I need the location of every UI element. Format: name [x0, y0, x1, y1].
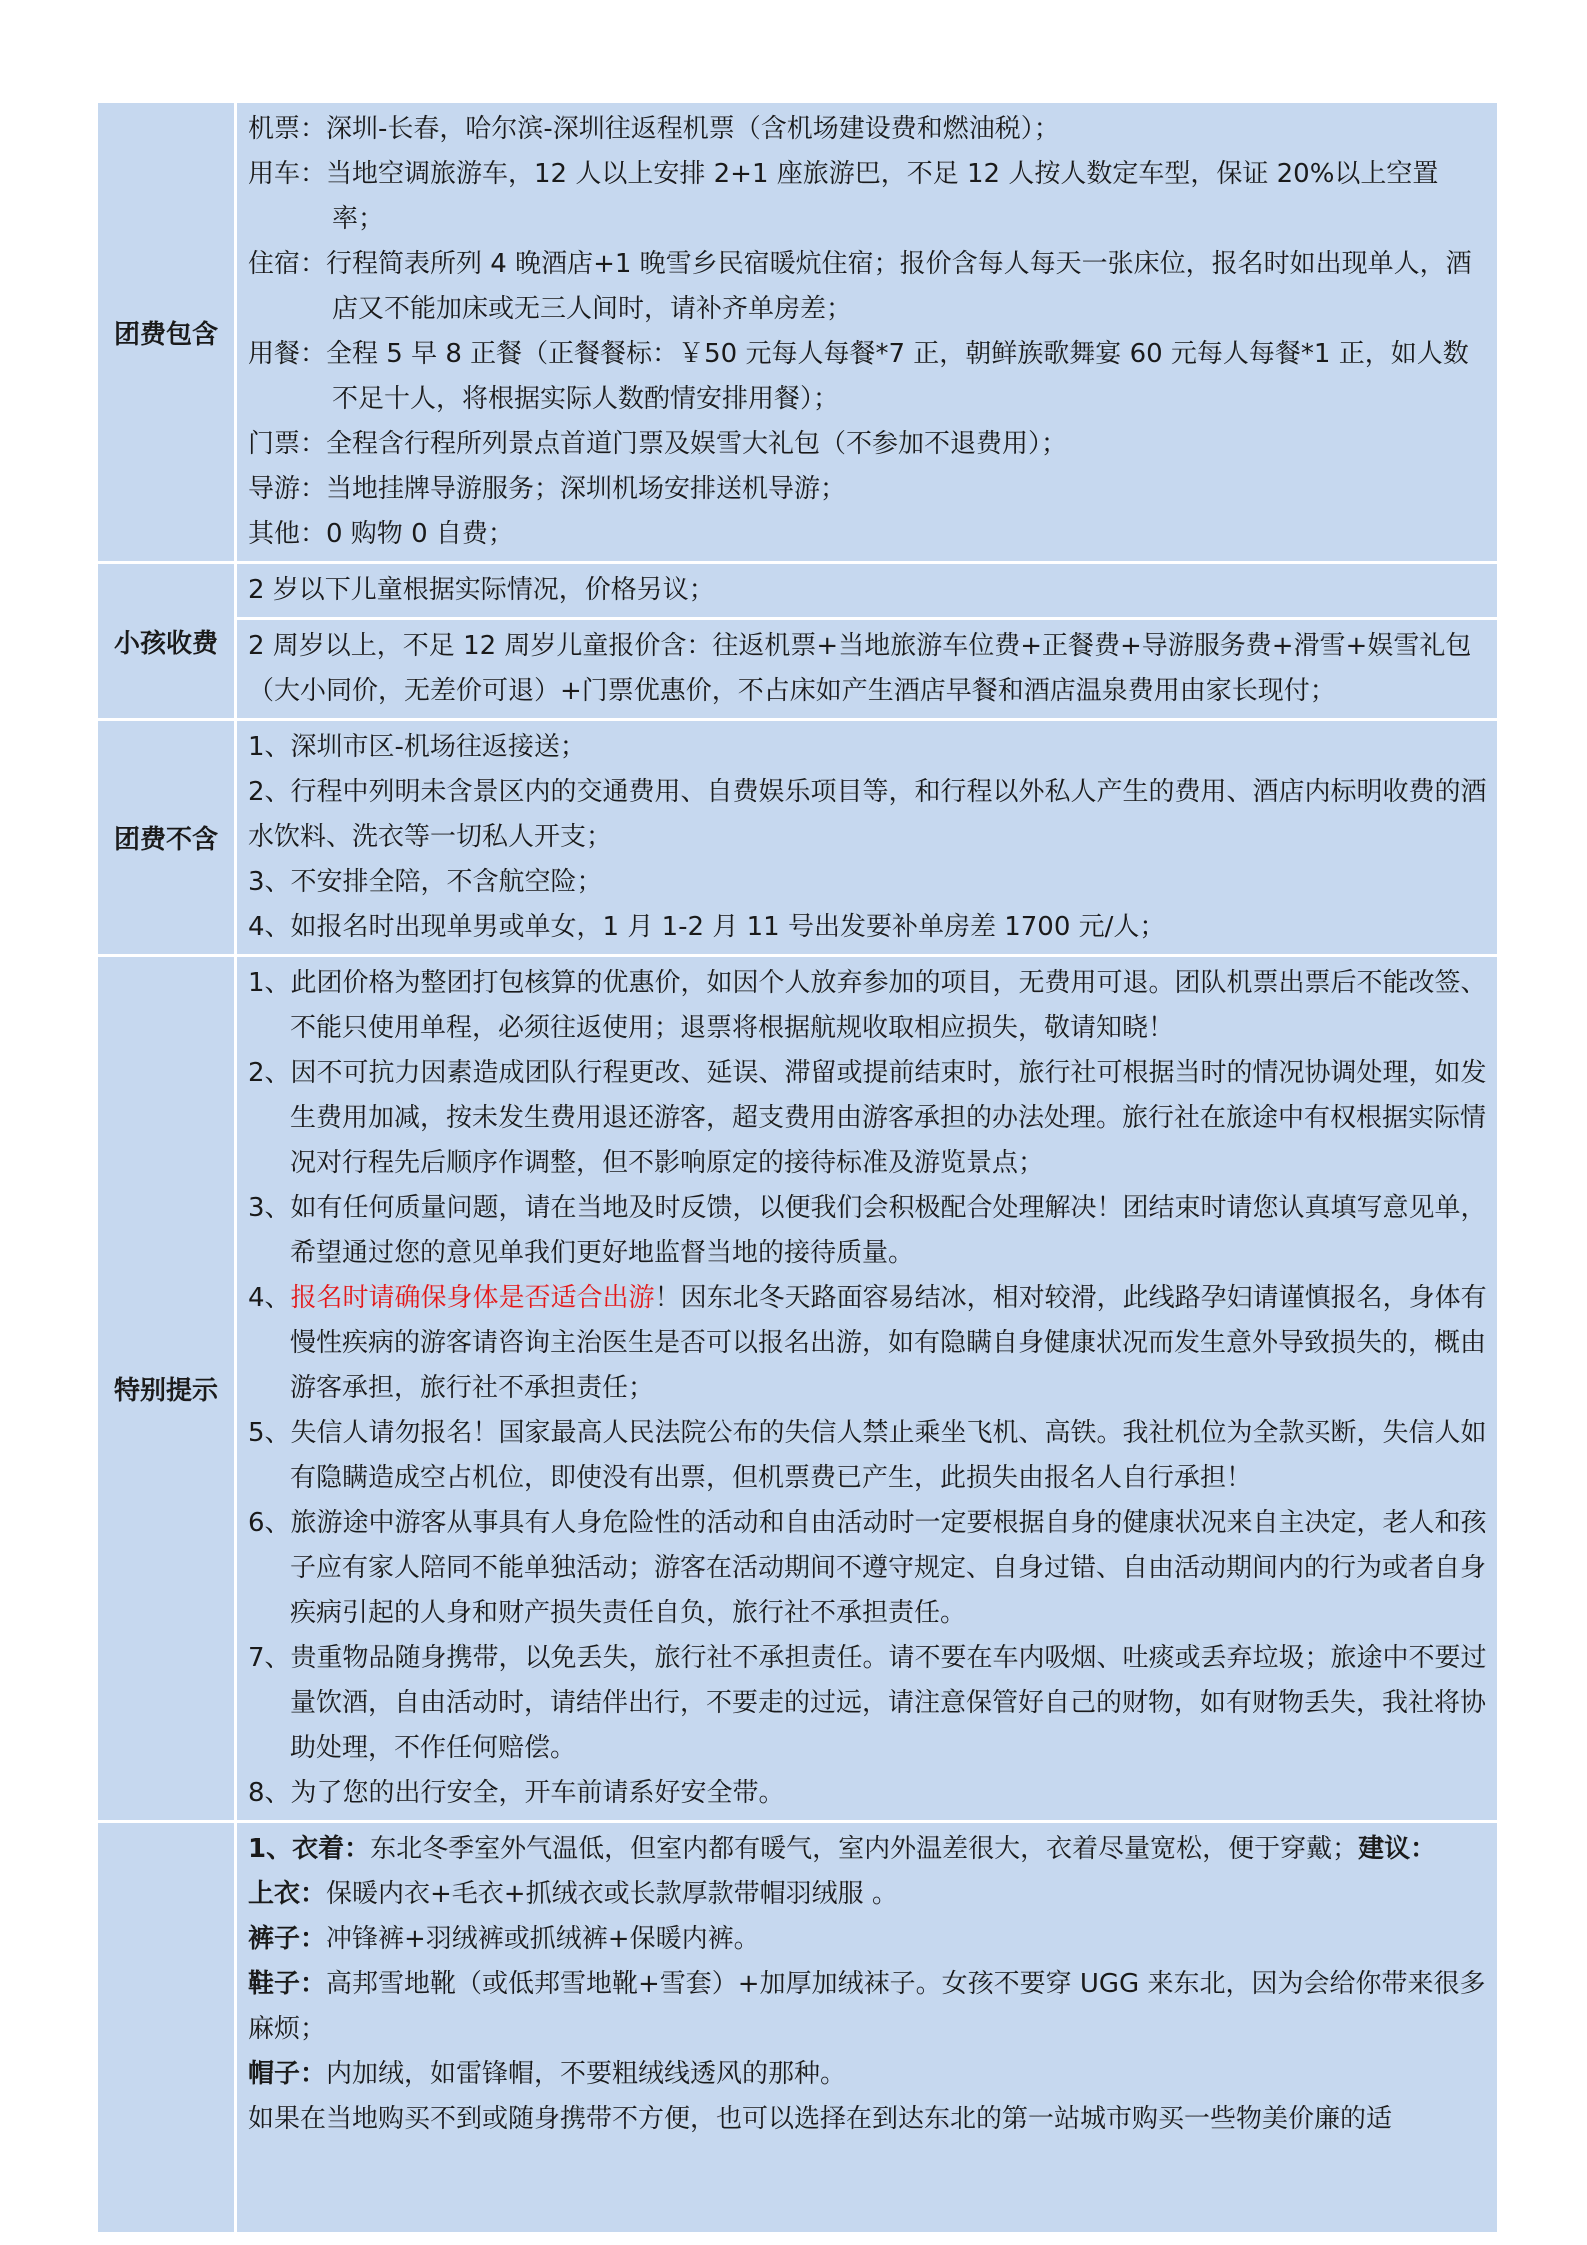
- clothing-shoes-label: 鞋子：: [248, 1969, 327, 1999]
- excluded-item-3: 3、不安排全陪，不含航空险；: [248, 867, 603, 897]
- clothing-advice-label: 建议：: [1358, 1834, 1437, 1864]
- notice-item-4-warning: 报名时请确保身体是否适合出游: [290, 1283, 655, 1313]
- notice-item-6: 6、旅游途中游客从事具有人身危险性的活动和自由活动时一定要根据自身的健康状况来自主决定，老人和孩子应有家人陪同不能单独活动；游客在活动期间不遵守规定、自身过错、自由活动期间内的行为或者自身疾病引起的人身和财产损失责任自负，旅行社不承担责任。: [248, 1508, 1487, 1628]
- excluded-content: [236, 720, 1499, 956]
- notice-item-1: 1、此团价格为整团打包核算的优惠价，如因个人放弃参加的项目，无费用可退。团队机票出票后不能改签、不能只使用单程，必须往返使用；退票将根据航规收取相应损失，敬请知晓！: [248, 968, 1487, 1043]
- clothing-row: [97, 1822, 1499, 2234]
- clothing-intro-label: 1、衣着：: [248, 1834, 371, 1864]
- included-row: [97, 102, 1499, 563]
- notice-item-4: [248, 1276, 1487, 1411]
- notice-item-5: 5、失信人请勿报名！国家最高人民法院公布的失信人禁止乘坐飞机、高铁。我社机位为全款买断，失信人如有隐瞒造成空占机位，即使没有出票，但机票费已产生，此损失由报名人自行承担！: [248, 1418, 1487, 1493]
- excluded-row: [97, 720, 1499, 956]
- notice-item-7: 7、贵重物品随身携带，以免丢失，旅行社不承担责任。请不要在车内吸烟、吐痰或丢弃垃圾；旅途中不要过量饮酒，自由活动时，请结伴出行，不要走的过远，请注意保管好自己的财物，如有财物丢失，我社将协助处理，不作任何赔偿。: [248, 1643, 1487, 1763]
- included-guide: 导游：当地挂牌导游服务；深圳机场安排送机导游；: [248, 474, 847, 504]
- clothing-intro: [248, 1827, 1487, 1872]
- child-row-1: [97, 563, 1499, 619]
- included-header: 团费包含: [97, 102, 236, 563]
- excluded-header: 团费不含: [97, 720, 236, 956]
- included-airfare: 机票：深圳-长春，哈尔滨-深圳往返程机票（含机场建设费和燃油税）；: [248, 114, 1060, 144]
- excluded-item-2: 2、行程中列明未含景区内的交通费用、自费娱乐项目等，和行程以外私人产生的费用、酒店内标明收费的酒水饮料、洗衣等一切私人开支；: [248, 777, 1487, 852]
- notice-content: [236, 956, 1499, 1822]
- notice-item-8: 8、为了您的出行安全，开车前请系好安全带。: [248, 1778, 785, 1808]
- notice-header: 特别提示: [97, 956, 236, 1822]
- included-tickets: 门票：全程含行程所列景点首道门票及娱雪大礼包（不参加不退费用）；: [248, 429, 1068, 459]
- child-header: 小孩收费: [97, 563, 236, 720]
- clothing-intro-text: 东北冬季室外气温低，但室内都有暖气，室内外温差很大，衣着尽量宽松，便于穿戴；: [370, 1834, 1359, 1864]
- clothing-hat-text: 内加绒，如雷锋帽，不要粗绒线透风的那种。: [326, 2059, 847, 2089]
- clothing-pants-label: 裤子：: [248, 1924, 327, 1954]
- tour-info-table: [95, 100, 1500, 2235]
- clothing-last-line: 如果在当地购买不到或随身携带不方便，也可以选择在到达东北的第一站城市购买一些物美价廉的适: [248, 2104, 1393, 2134]
- notice-item-4-number: 4、: [248, 1283, 291, 1313]
- notice-row: [97, 956, 1499, 1822]
- child-2-to-12-text: 2 周岁以上，不足 12 周岁儿童报价含：往返机票+当地旅游车位费+正餐费+导游服务费+滑雪+娱雪礼包（大小同价，无差价可退）+门票优惠价，不占床如产生酒店早餐和酒店温泉费用由家长现付；: [248, 631, 1472, 706]
- included-content: [236, 102, 1499, 563]
- included-meals: 用餐：全程 5 早 8 正餐（正餐餐标：￥50 元每人每餐*7 正，朝鲜族歌舞宴 60 元每人每餐*1 正，如人数不足十人，将根据实际人数酌情安排用餐）；: [248, 339, 1469, 414]
- notice-item-4-text: ！因东北冬天路面容易结冰，相对较滑，此线路孕妇请谨慎报名，身体有慢性疾病的游客请咨询主治医生是否可以报名出游，如有隐瞒自身健康状况而发生意外导致损失的，概由游客承担，旅行社不承担责任；: [290, 1283, 1487, 1403]
- clothing-shoes: [248, 1962, 1487, 2052]
- included-vehicle: 用车：当地空调旅游车，12 人以上安排 2+1 座旅游巴，不足 12 人按人数定车型，保证 20%以上空置率；: [248, 159, 1439, 234]
- clothing-hat: [248, 2052, 1487, 2097]
- clothing-header: [97, 1822, 236, 2234]
- notice-item-2: 2、因不可抗力因素造成团队行程更改、延误、滞留或提前结束时，旅行社可根据当时的情况协调处理，如发生费用加减，按未发生费用退还游客，超支费用由游客承担的办法处理。旅行社在旅途中有权根据实际情况对行程先后顺序作调整，但不影响原定的接待标准及游览景点；: [248, 1058, 1487, 1178]
- clothing-top: [248, 1872, 1487, 1917]
- clothing-shoes-text: 高邦雪地靴（或低邦雪地靴+雪套）+加厚加绒袜子。女孩不要穿 UGG 来东北，因为会给你带来很多麻烦；: [248, 1969, 1486, 2044]
- child-row-2: [97, 619, 1499, 720]
- clothing-hat-label: 帽子：: [248, 2059, 327, 2089]
- included-other: 其他：0 购物 0 自费；: [248, 519, 514, 549]
- child-under-2-text: 2 岁以下儿童根据实际情况，价格另议；: [248, 575, 715, 605]
- child-2-to-12: [236, 619, 1499, 720]
- clothing-content: [236, 1822, 1499, 2234]
- clothing-top-label: 上衣：: [248, 1879, 327, 1909]
- clothing-pants: [248, 1917, 1487, 1962]
- excluded-item-1: 1、深圳市区-机场往返接送；: [248, 732, 586, 762]
- clothing-pants-text: 冲锋裤+羽绒裤或抓绒裤+保暖内裤。: [326, 1924, 760, 1954]
- notice-item-3: 3、如有任何质量问题，请在当地及时反馈，以便我们会积极配合处理解决！团结束时请您认真填写意见单，希望通过您的意见单我们更好地监督当地的接待质量。: [248, 1193, 1487, 1268]
- included-hotel: 住宿：行程简表所列 4 晚酒店+1 晚雪乡民宿暖炕住宿；报价含每人每天一张床位，报名时如出现单人，酒店又不能加床或无三人间时，请补齐单房差；: [248, 249, 1472, 324]
- clothing-text-block: [248, 1827, 1487, 2228]
- child-under-2: [236, 563, 1499, 619]
- excluded-item-4: 4、如报名时出现单男或单女，1 月 1-2 月 11 号出发要补单房差 1700 元/人；: [248, 912, 1166, 942]
- clothing-top-text: 保暖内衣+毛衣+抓绒衣或长款厚款带帽羽绒服 。: [326, 1879, 898, 1909]
